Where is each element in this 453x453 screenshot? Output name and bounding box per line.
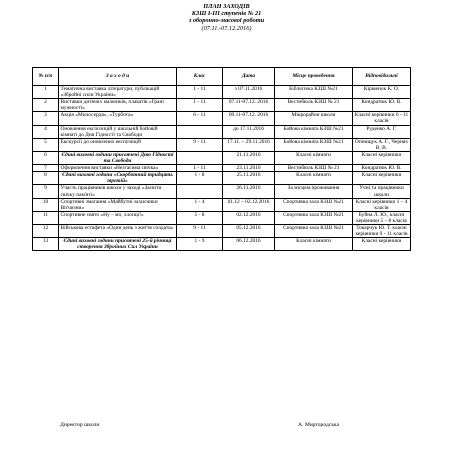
cell-class: 1 - 11 bbox=[177, 165, 223, 172]
cell-place: Бойова кімната КЗШ №21 bbox=[275, 138, 353, 151]
cell-date: з 07.11.2016 bbox=[223, 86, 275, 99]
cell-number: 8 bbox=[33, 172, 59, 185]
cell-place: Спортивна зала КЗШ №21 bbox=[275, 198, 353, 211]
director-name: А. Миргородська bbox=[298, 422, 339, 428]
director-title: Директор школи bbox=[60, 422, 100, 428]
table-row bbox=[33, 211, 411, 224]
cell-class: 5 - 8 bbox=[177, 211, 223, 224]
cell-number: 7 bbox=[33, 165, 59, 172]
cell-event: Оновлення експозицій у шкільній бойовій кімнаті до Дня Гідності та Свободи bbox=[59, 125, 177, 138]
column-header-number: № п/п bbox=[33, 68, 59, 86]
table-row bbox=[33, 198, 411, 211]
cell-number: 1 bbox=[33, 86, 59, 99]
cell-place: Вестибюль КЗШ № 21 bbox=[275, 99, 353, 112]
cell-responsible: Класні керівники 6 - 11 класів bbox=[353, 112, 411, 125]
cell-place: Вестибюль КЗШ № 21 bbox=[275, 165, 353, 172]
cell-event: Спортивні змагання «Майбутні захисники Вітчизни» bbox=[59, 198, 177, 211]
cell-class: 6 - 11 bbox=[177, 112, 223, 125]
cell-class bbox=[177, 125, 223, 138]
cell-event: Оформлення виставки «Незгасима свічка» bbox=[59, 165, 177, 172]
column-header-place: Місце проведення bbox=[275, 68, 353, 86]
cell-date: 05.12.2016 bbox=[223, 224, 275, 237]
cell-event: Участь працівників школи у заході «Засвіти свічку пам'яті» bbox=[59, 185, 177, 198]
cell-class: 9 - 11 bbox=[177, 138, 223, 151]
table-header-row bbox=[33, 68, 411, 86]
school-name: КЗШ І-ІІІ ступенів № 21 bbox=[191, 10, 262, 18]
cell-responsible: Учні та працівники школи bbox=[353, 185, 411, 198]
cell-number: 2 bbox=[33, 99, 59, 112]
cell-date: 09.11-07.12. 2016 bbox=[223, 112, 275, 125]
cell-number: 5 bbox=[33, 138, 59, 151]
cell-number: 13 bbox=[33, 238, 59, 251]
column-header-responsible: Відповідальні bbox=[353, 68, 411, 86]
cell-class: 1 - 8 bbox=[177, 172, 223, 185]
cell-place: Бібліотека КЗШ №21 bbox=[275, 86, 353, 99]
cell-date: 06.12.2016 bbox=[223, 238, 275, 251]
cell-responsible: Кіріяенок К. О. bbox=[353, 86, 411, 99]
cell-event: Тематична виставка літератури, публікацій «Збройні сили України» bbox=[59, 86, 177, 99]
cell-class: 1 - 11 bbox=[177, 99, 223, 112]
cell-responsible: Токарчук Ю. Т. класні керівники 9 - 11 класів bbox=[353, 224, 411, 237]
table-row bbox=[33, 112, 411, 125]
cell-date: 07.11-07.12. 2016 bbox=[223, 99, 275, 112]
table-row bbox=[33, 172, 411, 185]
cell-number: 11 bbox=[33, 211, 59, 224]
cell-number: 4 bbox=[33, 125, 59, 138]
cell-number: 10 bbox=[33, 198, 59, 211]
plan-subject: з оборонно-масової роботи bbox=[188, 17, 265, 25]
cell-responsible: Класні керівники 1 – 4 класів bbox=[353, 198, 411, 211]
cell-date: 17.11. – 29.11.2016 bbox=[223, 138, 275, 151]
cell-place: Класні кімнати bbox=[275, 238, 353, 251]
column-header-event: З а х о д и bbox=[59, 68, 177, 86]
cell-responsible: Класні керівники bbox=[353, 151, 411, 164]
cell-event: Військова естафета «Один день з життя солдата» bbox=[59, 224, 177, 237]
cell-event: Екскурсії до оновлених експозицій bbox=[59, 138, 177, 151]
table-row bbox=[33, 224, 411, 237]
cell-responsible: Буйна Л. Ю., класні керівники 5 – 8 класів bbox=[353, 211, 411, 224]
cell-number: 6 bbox=[33, 151, 59, 164]
cell-class bbox=[177, 185, 223, 198]
cell-date: 02.12.2016 bbox=[223, 211, 275, 224]
column-header-class: Клас bbox=[177, 68, 223, 86]
cell-responsible: Класні керівники bbox=[353, 238, 411, 251]
table-row bbox=[33, 238, 411, 251]
cell-event: Єдині виховні години «Скорботний тридцять третій» bbox=[59, 172, 177, 185]
cell-event: Виставки дитячих малюнків, плакатів «Грані мужності» bbox=[59, 99, 177, 112]
table-row bbox=[33, 151, 411, 164]
cell-place: Класні кімнати bbox=[275, 151, 353, 164]
table-row bbox=[33, 99, 411, 112]
plan-period: (07.11.-07.12.2016) bbox=[201, 24, 252, 32]
cell-class: 1 - 11 bbox=[177, 86, 223, 99]
cell-number: 12 bbox=[33, 224, 59, 237]
cell-place: Спортивна зала КЗШ №21 bbox=[275, 211, 353, 224]
cell-date: 01.12 – 02.12.2016 bbox=[223, 198, 275, 211]
document-header bbox=[0, 3, 453, 32]
cell-date: 25.11.2016 bbox=[223, 172, 275, 185]
table-row bbox=[33, 138, 411, 151]
cell-date: 21.11.2016 bbox=[223, 151, 275, 164]
cell-class: 1 - 9 bbox=[177, 238, 223, 251]
cell-responsible: Класні керівники bbox=[353, 172, 411, 185]
table-row bbox=[33, 86, 411, 99]
table-row bbox=[33, 185, 411, 198]
cell-place: Класні кімнати bbox=[275, 172, 353, 185]
cell-place: Мікрорайон школи bbox=[275, 112, 353, 125]
cell-responsible: Опнищук А. Г., Чернях В. В. bbox=[353, 138, 411, 151]
column-header-date: Дата bbox=[223, 68, 275, 86]
cell-event: Єдині виховні години присвячені 25-й річниці створення Збройних Сил України bbox=[59, 238, 177, 251]
cell-place: Бойова кімната КЗШ №21 bbox=[275, 125, 353, 138]
cell-date: 26.11.2016 bbox=[223, 185, 275, 198]
cell-event: Акція «Милосердя», «Турбота» bbox=[59, 112, 177, 125]
table-body bbox=[33, 86, 411, 251]
cell-responsible: Кондратюк Ю. В. bbox=[353, 165, 411, 172]
cell-date: до 17.11.2016 bbox=[223, 125, 275, 138]
table-row bbox=[33, 125, 411, 138]
cell-responsible: Кондратюк Ю. В. bbox=[353, 99, 411, 112]
cell-class bbox=[177, 151, 223, 164]
cell-class: 1 - 4 bbox=[177, 198, 223, 211]
cell-class: 9 - 11 bbox=[177, 224, 223, 237]
cell-event: Єдині виховні години присвячені Дню Гідності та Свободи bbox=[59, 151, 177, 164]
cell-number: 9 bbox=[33, 185, 59, 198]
cell-event: Спортивне свято «Ну – мо, хлопці!» bbox=[59, 211, 177, 224]
plan-title: ПЛАН ЗАХОДІВ bbox=[203, 3, 250, 10]
cell-number: 3 bbox=[33, 112, 59, 125]
cell-place: Спортивна зала КЗШ №21 bbox=[275, 224, 353, 237]
table-row bbox=[33, 165, 411, 172]
events-table bbox=[32, 67, 411, 251]
cell-place: За місцем проживання bbox=[275, 185, 353, 198]
cell-responsible: Руденко А. Г. bbox=[353, 125, 411, 138]
cell-date: 23.11.2016 bbox=[223, 165, 275, 172]
